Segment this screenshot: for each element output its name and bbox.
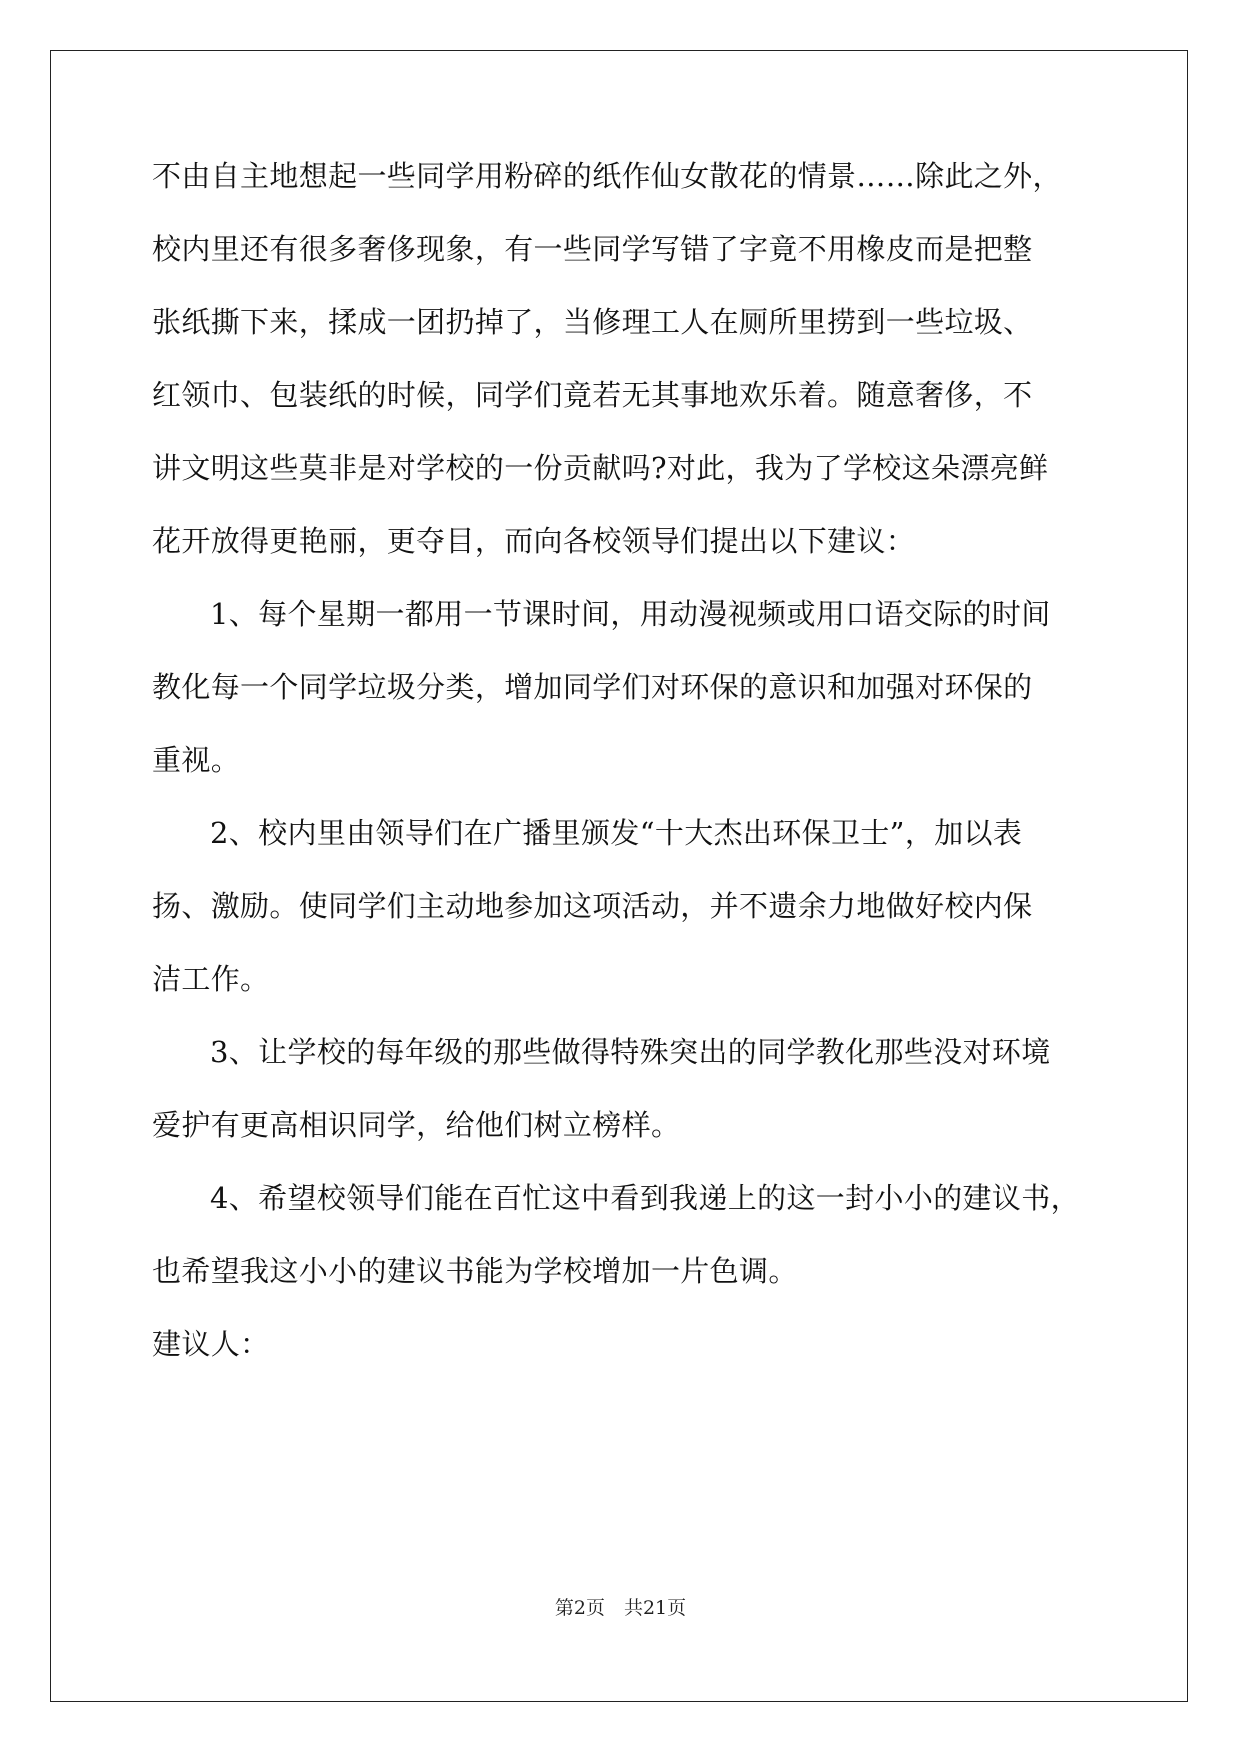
page-number: 第2页 共21页: [554, 1597, 687, 1619]
suggestion-1-line: 1、每个星期一都用一节课时间，用动漫视频或用口语交际的时间: [210, 597, 1051, 631]
suggestion-2-line: 扬、激励。使同学们主动地参加这项活动，并不遗余力地做好校内保: [152, 889, 1033, 923]
suggestion-3-line: 3、让学校的每年级的那些做得特殊突出的同学教化那些没对环境: [210, 1035, 1051, 1069]
page-border: [50, 50, 1188, 1702]
paragraph-line: 花开放得更艳丽，更夺目，而向各校领导们提出以下建议：: [152, 524, 916, 558]
paragraph-line: 红领巾、包装纸的时候，同学们竟若无其事地欢乐着。随意奢侈，不: [152, 378, 1033, 412]
signature-label: 建议人：: [152, 1327, 270, 1361]
paragraph-line: 校内里还有很多奢侈现象，有一些同学写错了字竟不用橡皮而是把整: [152, 232, 1033, 266]
suggestion-3-line: 爱护有更高相识同学，给他们树立榜样。: [152, 1108, 681, 1142]
paragraph-line: 不由自主地想起一些同学用粉碎的纸作仙女散花的情景……除此之外，: [152, 159, 1062, 193]
suggestion-1-line: 重视。: [152, 743, 241, 777]
suggestion-2-line: 洁工作。: [152, 962, 270, 996]
suggestion-1-line: 教化每一个同学垃圾分类，增加同学们对环保的意识和加强对环保的: [152, 670, 1033, 704]
paragraph-line: 张纸撕下来，揉成一团扔掉了，当修理工人在厕所里捞到一些垃圾、: [152, 305, 1033, 339]
suggestion-4-line: 也希望我这小小的建议书能为学校增加一片色调。: [152, 1254, 798, 1288]
suggestion-2-line: 2、校内里由领导们在广播里颁发“十大杰出环保卫士”，加以表: [210, 816, 1023, 850]
paragraph-line: 讲文明这些莫非是对学校的一份贡献吗?对此，我为了学校这朵漂亮鲜: [152, 451, 1049, 485]
suggestion-4-line: 4、希望校领导们能在百忙这中看到我递上的这一封小小的建议书，: [210, 1181, 1080, 1215]
